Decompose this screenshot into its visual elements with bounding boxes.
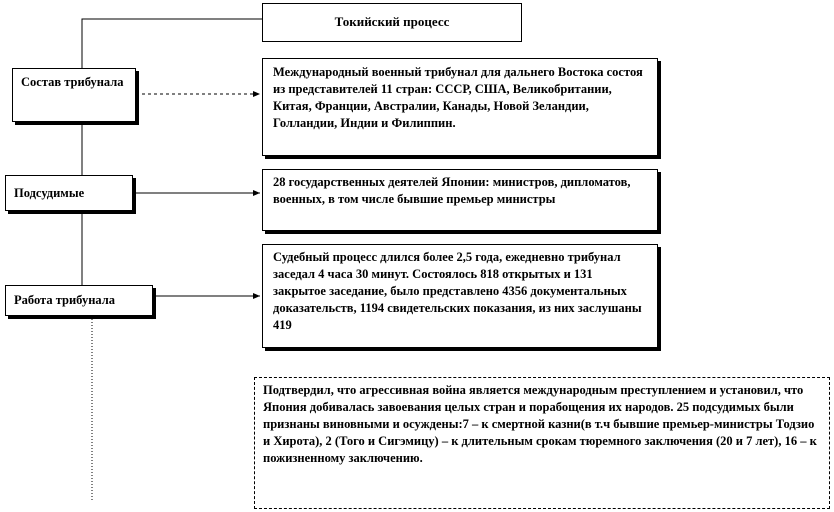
box-verdict-text: Подтвердил, что агрессивная война является международным преступлением и установил, что Япония добивалась завоевания целых стран и порабощения их народов. 25 подсудимых были признаны виновными и осуждены:7 – к смертной казни(в т.ч бывшие премьер-министры Тодзио и Хирота), 2 (Того и Сигэмицу) – к длительным срокам тюремного заключения (20 и 7 лет), 16 – к пожизненному заключению. (263, 383, 817, 465)
box-defendants (262, 169, 658, 231)
box-verdict (254, 377, 830, 509)
label-tribunal-work (5, 285, 153, 316)
label-composition-text: Состав трибунала (21, 75, 124, 89)
label-defendants-text: Подсудимые (14, 186, 85, 200)
label-defendants (5, 175, 133, 211)
box-tribunal-work-text: Судебный процесс длился более 2,5 года, ежедневно трибунал заседал 4 часа 30 минут. Состоялось 818 открытых и 131 закрытое заседание, было представлено 4356 документальных доказательств, 1194 свидетельских показания, из них заслушаны 419 (273, 250, 642, 332)
box-defendants-text: 28 государственных деятелей Японии: министров, дипломатов, военных, в том числе бывшие премьер министры (273, 175, 631, 206)
box-composition (262, 58, 658, 156)
label-composition (12, 68, 136, 122)
title-text: Токийский процесс (334, 14, 450, 29)
box-composition-text: Международный военный трибунал для дальнего Востока состоя из представителей 11 стран: СССР, США, Великобритании, Китая, Франции, Австралии, Канады, Новой Зеландии, Голландии, Индии и Филиппин. (273, 65, 643, 130)
box-tribunal-work (262, 244, 658, 348)
title-connector (82, 19, 262, 68)
title-box (262, 3, 522, 42)
label-tribunal-work-text: Работа трибунала (14, 293, 116, 307)
